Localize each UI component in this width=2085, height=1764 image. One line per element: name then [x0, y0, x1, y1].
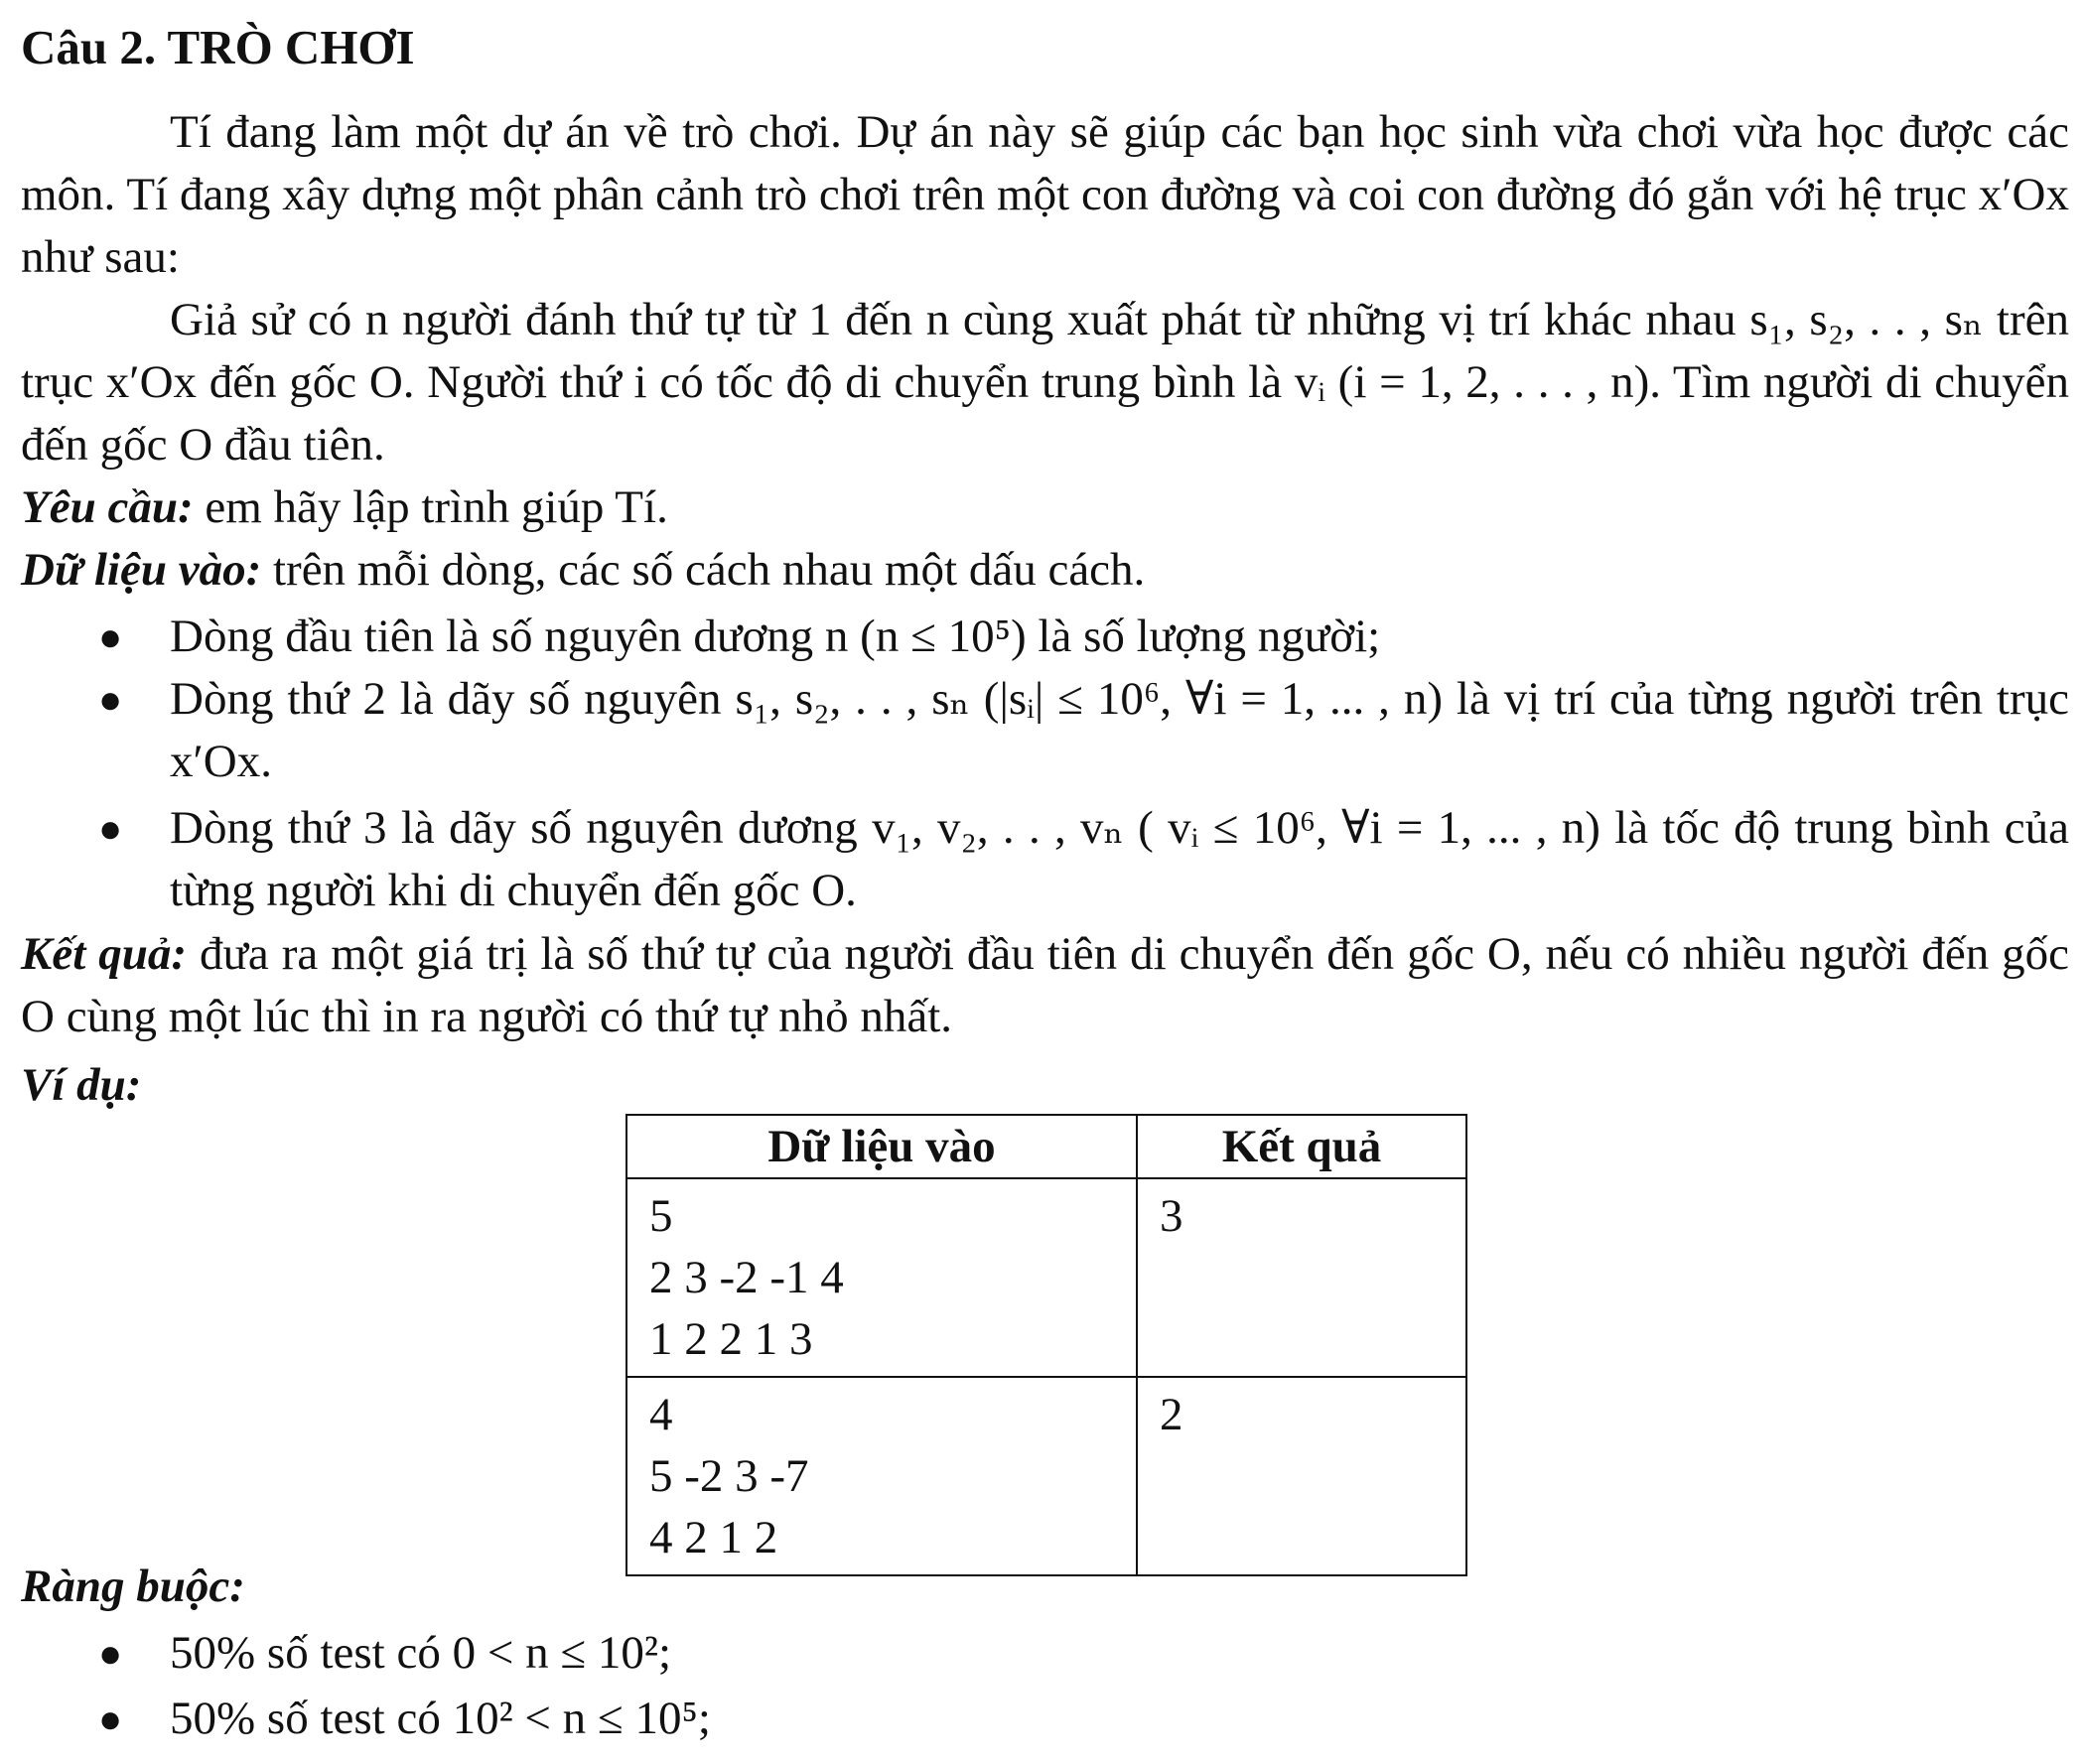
bullet-icon: ● — [98, 614, 123, 659]
table-cell-output — [1137, 1377, 1466, 1575]
table-cell-output — [1137, 1178, 1466, 1377]
table-cell-input — [626, 1178, 1137, 1377]
list-item — [21, 668, 2069, 793]
output-value: 3 — [1160, 1190, 1183, 1242]
list-item — [21, 606, 2069, 668]
output-value: 2 — [1160, 1389, 1183, 1440]
list-item — [21, 1688, 2069, 1750]
output-text: đưa ra một giá trị là số thứ tự của người đầu tiên di chuyển đến gốc O, nếu có nhiều người đến gốc O cùng một lúc thì in ra người có thứ tự nhỏ nhất. — [21, 928, 2070, 1042]
list-item — [21, 797, 2069, 922]
table-header-input: Dữ liệu vào — [626, 1115, 1137, 1178]
bullet-icon: ● — [98, 677, 123, 722]
example-label: Ví dụ: — [21, 1059, 142, 1111]
output-paragraph — [21, 923, 2069, 1048]
problem-title: Câu 2. TRÒ CHƠI — [21, 20, 415, 74]
input-line-text: 1 2 2 1 3 — [649, 1313, 813, 1365]
input-bullet-1: Dòng đầu tiên là số nguyên dương n (n ≤ 10⁵) là số lượng người; — [170, 611, 1381, 662]
intro-text: Tí đang làm một dự án về trò chơi. Dự án này sẽ giúp các bạn học sinh vừa chơi vừa học được các môn. Tí đang xây dựng một phân cảnh trò chơi trên một con đường và coi con đường đó gắn với hệ trục x′Ox như sau: — [21, 106, 2069, 283]
table-row — [626, 1377, 1466, 1575]
list-item — [21, 1622, 2069, 1685]
intro-paragraph — [21, 101, 2069, 289]
constraint-2: 50% số test có 10² < n ≤ 10⁵; — [170, 1693, 711, 1744]
example-table — [626, 1114, 1467, 1576]
constraints-label: Ràng buộc: — [21, 1560, 245, 1612]
input-bullet-2: Dòng thứ 2 là dãy số nguyên s₁, s₂, . . , sₙ (|sᵢ| ≤ 10⁶, ∀i = 1, ... , n) là vị trí của từng người trên trục x′Ox. — [170, 673, 2069, 787]
bullet-icon: ● — [98, 1631, 123, 1676]
table-header-output: Kết quả — [1137, 1115, 1466, 1178]
requirement-line — [21, 476, 668, 539]
input-line-text: 5 -2 3 -7 — [649, 1450, 809, 1502]
output-label: Kết quả: — [21, 928, 188, 980]
input-line-text: 4 2 1 2 — [649, 1512, 778, 1563]
table-row — [626, 1178, 1466, 1377]
input-line-text: 4 — [649, 1389, 673, 1440]
input-label: Dữ liệu vào: — [21, 544, 262, 596]
problem-paragraph — [21, 289, 2069, 476]
requirement-text: em hãy lập trình giúp Tí. — [193, 481, 668, 533]
input-line-text: 5 — [649, 1190, 673, 1242]
problem-text: Giả sử có n người đánh thứ tự từ 1 đến n cùng xuất phát từ những vị trí khác nhau s₁, s₂, . . , sₙ trên trục x′Ox đến gốc O. Người thứ i có tốc độ di chuyển trung bình là vᵢ (i = 1, 2, . . . , n). Tìm người di chuyển đến gốc O đầu tiên. — [21, 294, 2069, 471]
table-header-row — [626, 1115, 1466, 1178]
constraint-1: 50% số test có 0 < n ≤ 10²; — [170, 1627, 672, 1679]
bullet-icon: ● — [98, 806, 123, 851]
table-cell-input — [626, 1377, 1137, 1575]
input-bullet-3: Dòng thứ 3 là dãy số nguyên dương v₁, v₂, . . , vₙ ( vᵢ ≤ 10⁶, ∀i = 1, ... , n) là tốc độ trung bình của từng người khi di chuyển đến gốc O. — [170, 802, 2069, 916]
input-line — [21, 539, 1145, 602]
input-line-text: 2 3 -2 -1 4 — [649, 1252, 844, 1303]
requirement-label: Yêu cầu: — [21, 481, 194, 533]
bullet-icon: ● — [98, 1696, 123, 1741]
input-text: trên mỗi dòng, các số cách nhau một dấu cách. — [261, 544, 1146, 596]
